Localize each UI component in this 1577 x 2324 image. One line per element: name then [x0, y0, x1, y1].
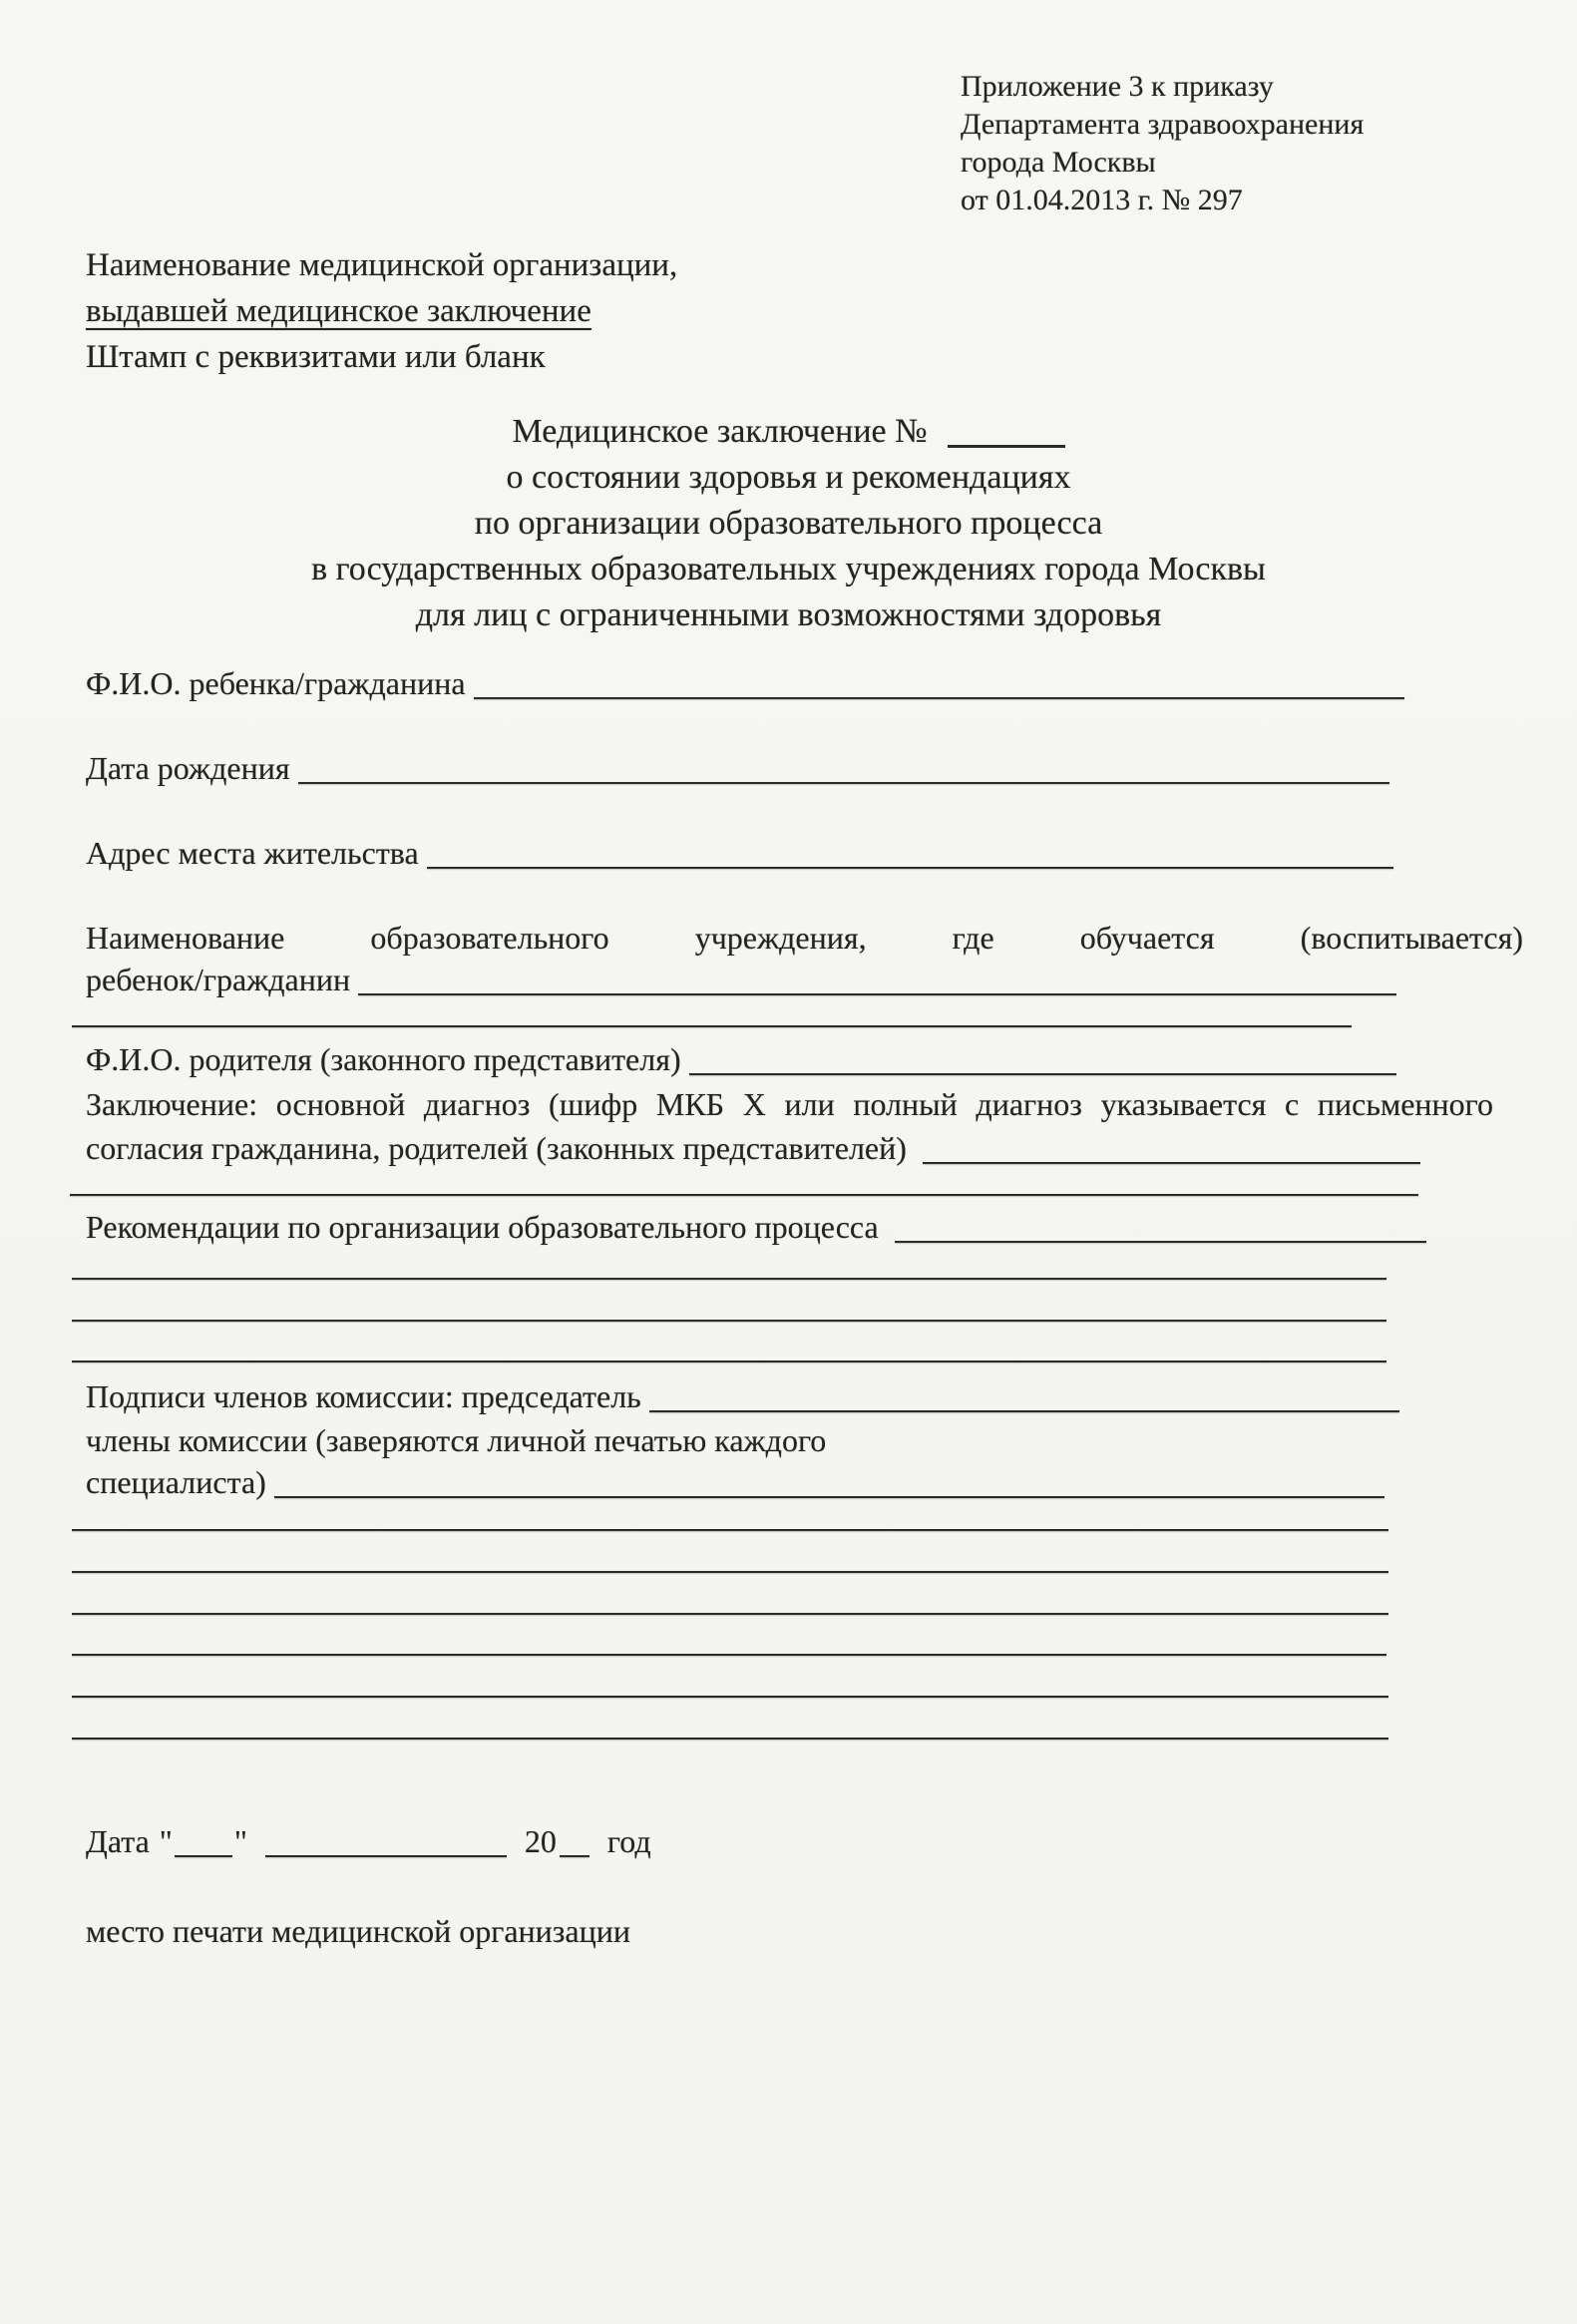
- field-edu-org-label: Наименование образовательного учреждения, где обучается (воспитывается): [86, 920, 1523, 956]
- appendix-note: [961, 68, 1364, 219]
- stamp-note: место печати медицинской организации: [86, 1913, 630, 1949]
- fill-line: [474, 697, 1404, 699]
- title-number-blank: [948, 445, 1065, 448]
- fill-line: [895, 1241, 1426, 1243]
- blank-line: [70, 1194, 1418, 1196]
- field-members-label-line1: члены комиссии (заверяются личной печатью каждого: [86, 1422, 827, 1458]
- fill-line-day: [175, 1855, 232, 1857]
- document-title-line: в государственных образовательных учреждениях города Москвы: [311, 551, 1266, 587]
- field-fio-parent: [86, 1039, 1396, 1079]
- field-edu-org-line2: [86, 960, 1396, 999]
- blank-line: [72, 1529, 1388, 1531]
- fill-line: [923, 1162, 1420, 1164]
- issuing-org-note: [86, 242, 677, 380]
- fill-line: [649, 1410, 1399, 1412]
- field-members-label-line2: специалиста): [86, 1464, 266, 1500]
- field-signatures-label: Подписи членов комиссии: председатель: [86, 1378, 641, 1414]
- fill-line: [689, 1073, 1396, 1075]
- document-title-line: по организации образовательного процесса: [474, 505, 1103, 542]
- blank-line: [72, 1738, 1388, 1740]
- date-century-label: 20: [524, 1823, 557, 1859]
- blank-line: [72, 1654, 1386, 1656]
- field-address-label: Адрес места жительства: [86, 835, 419, 871]
- issuing-org-note-line-underlined: выдавшей медицинское заключение: [86, 293, 591, 329]
- field-conclusion-line2: [86, 1128, 1420, 1168]
- document-title-line: для лиц с ограниченными возможностями здоровья: [415, 596, 1162, 633]
- field-fio-parent-label: Ф.И.О. родителя (законного представителя): [86, 1041, 681, 1077]
- document-title-line: [0, 409, 1577, 455]
- date-year-word: год: [606, 1823, 651, 1859]
- field-conclusion-label-line1: Заключение: основной диагноз (шифр МКБ X или полный диагноз указывается с письменного: [86, 1086, 1493, 1122]
- blank-line: [72, 1571, 1388, 1573]
- blank-line: [72, 1025, 1352, 1027]
- appendix-note-line: города Москвы: [961, 146, 1156, 179]
- field-address: [86, 833, 1393, 873]
- date-quote-open: ": [159, 1823, 173, 1859]
- field-fio-child-label: Ф.И.О. ребенка/гражданина: [86, 665, 466, 701]
- field-recommendations-label: Рекомендации по организации образовательного процесса: [86, 1209, 879, 1245]
- fill-line: [427, 867, 1393, 869]
- field-edu-org: [86, 918, 1523, 958]
- document-title: [0, 409, 1577, 638]
- blank-line: [72, 1320, 1386, 1322]
- field-date: [86, 1821, 651, 1861]
- fill-line: [358, 993, 1396, 995]
- issuing-org-note-line: Штамп с реквизитами или бланк: [86, 339, 546, 375]
- document-title-line: о состоянии здоровья и рекомендациях: [506, 459, 1071, 496]
- field-recommendations: [86, 1207, 1426, 1247]
- field-birth-date-label: Дата рождения: [86, 750, 290, 786]
- field-conclusion: [86, 1084, 1493, 1124]
- field-fio-child: [86, 663, 1404, 703]
- date-quote-close: ": [233, 1823, 247, 1859]
- title-number-label: Медицинское заключение №: [512, 413, 928, 450]
- fill-line: [274, 1496, 1384, 1498]
- field-signatures: [86, 1376, 1399, 1416]
- appendix-note-line: Приложение 3 к приказу: [961, 70, 1274, 103]
- field-date-label: Дата: [86, 1823, 150, 1859]
- blank-line: [72, 1696, 1388, 1698]
- fill-line-month: [265, 1855, 507, 1857]
- field-conclusion-label-line2: согласия гражданина, родителей (законных представителей): [86, 1130, 907, 1166]
- field-edu-org-label2: ребенок/гражданин: [86, 962, 351, 997]
- appendix-note-line: Департамента здравоохранения: [961, 108, 1365, 141]
- field-birth-date: [86, 748, 1389, 788]
- appendix-note-line: от 01.04.2013 г. № 297: [961, 184, 1243, 216]
- fill-line: [298, 782, 1389, 784]
- field-members-line1: [86, 1420, 826, 1460]
- field-members-line2: [86, 1462, 1384, 1502]
- blank-line: [72, 1360, 1386, 1362]
- issuing-org-note-line: Наименование медицинской организации,: [86, 247, 678, 283]
- blank-line: [72, 1278, 1386, 1280]
- blank-line: [72, 1613, 1388, 1615]
- fill-line-year: [560, 1855, 590, 1857]
